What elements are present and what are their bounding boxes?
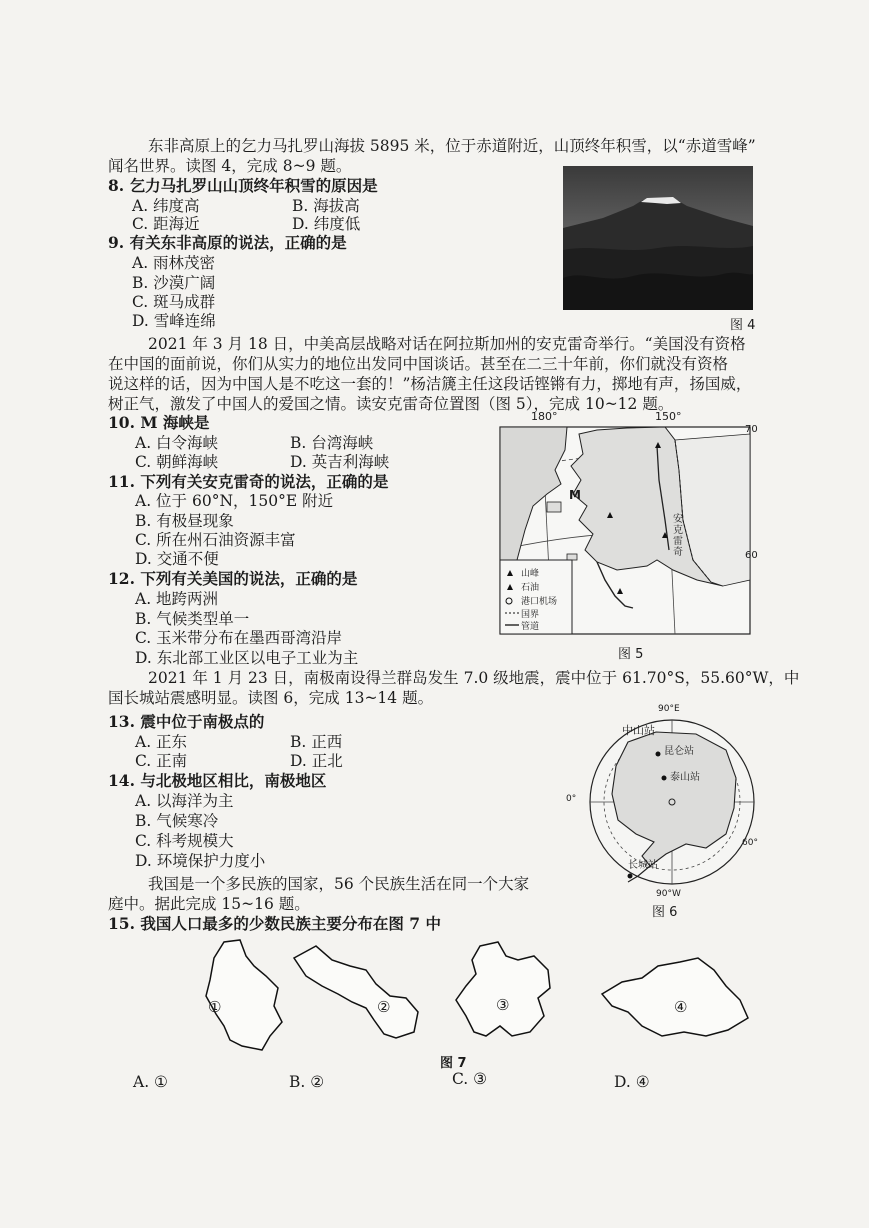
figure-5-map	[497, 410, 757, 638]
figure-4-photo	[563, 166, 753, 310]
q10-option-b: B. 台湾海峡	[290, 434, 374, 452]
q9-option-c: C. 斑马成群	[132, 293, 216, 311]
intro2-line4: 树正气，激发了中国人的爱国之情。读安克雷奇位置图（图 5），完成 10~12 题。	[108, 395, 674, 413]
fig6-zhongshan: 中山站	[622, 724, 655, 737]
q11-option-a: A. 位于 60°N，150°E 附近	[135, 492, 334, 510]
q12-option-c: C. 玉米带分布在墨西哥湾沿岸	[135, 629, 343, 647]
intro3-line2: 国长城站震感明显。读图 6，完成 13~14 题。	[108, 689, 434, 707]
q14-option-c: C. 科考规模大	[135, 832, 234, 850]
q9-stem: 9. 有关东非高原的说法，正确的是	[108, 233, 347, 252]
q14-stem: 14. 与北极地区相比，南极地区	[108, 771, 327, 790]
intro2-line3: 说这样的话，因为中国人是不吃这一套的！”杨洁篪主任这段话铿锵有力，掷地有声，扬国威，	[108, 375, 752, 393]
q15-option-d: D. ④	[614, 1073, 650, 1091]
intro1-line1: 东非高原上的乞力马扎罗山海拔 5895 米，位于赤道附近，山顶终年积雪，以“赤道雪峰”	[148, 137, 756, 155]
fig6-label-90w: 90°W	[656, 889, 681, 899]
fig6-label-90e: 90°E	[658, 704, 680, 714]
fig5-city-anchorage: 安克雷奇	[673, 514, 683, 558]
fig5-lon-180: 180°	[531, 410, 558, 423]
figure-4-caption: 图 4	[730, 318, 756, 333]
fig7-mark-3: ③	[496, 996, 510, 1014]
q9-option-a: A. 雨林茂密	[132, 254, 216, 272]
q13-option-c: C. 正南	[135, 752, 188, 770]
q11-option-b: B. 有极昼现象	[135, 512, 234, 530]
q11-stem: 11. 下列有关安克雷奇的说法，正确的是	[108, 472, 389, 491]
q10-stem: 10. M 海峡是	[108, 413, 210, 432]
q13-option-a: A. 正东	[135, 733, 188, 751]
q14-option-a: A. 以海洋为主	[135, 792, 234, 810]
figure-6-caption: 图 6	[652, 905, 678, 920]
fig5-legend-peak: 山峰	[521, 569, 540, 579]
q15-option-a: A. ①	[133, 1073, 168, 1091]
intro1-line2: 闻名世界。读图 4，完成 8~9 题。	[108, 157, 352, 175]
q15-option-c: C. ③	[452, 1070, 488, 1088]
q10-option-a: A. 白令海峡	[135, 434, 219, 452]
q11-option-c: C. 所在州石油资源丰富	[135, 531, 296, 549]
q11-option-d: D. 交通不便	[135, 550, 219, 568]
q10-option-c: C. 朝鲜海峡	[135, 453, 219, 471]
fig7-mark-2: ②	[377, 998, 391, 1016]
q8-option-c: C. 距海近	[132, 215, 200, 233]
q9-option-b: B. 沙漠广阔	[132, 274, 216, 292]
figure-7-shape-3	[446, 936, 566, 1054]
fig5-legend-oil: 石油	[521, 583, 540, 593]
q14-option-b: B. 气候寒冷	[135, 812, 219, 830]
intro2-line1: 2021 年 3 月 18 日，中美高层战略对话在阿拉斯加州的安克雷奇举行。“美国没有资格	[148, 335, 746, 353]
fig5-strait-m: M	[569, 488, 581, 502]
q8-stem: 8. 乞力马扎罗山山顶终年积雪的原因是	[108, 176, 378, 195]
q12-option-b: B. 气候类型单一	[135, 610, 250, 628]
fig5-legend-border: 国界	[521, 610, 540, 620]
q13-option-b: B. 正西	[290, 733, 343, 751]
intro2-line2: 在中国的面前说，你们从实力的地位出发同中国谈话。甚至在二三十年前，你们就没有资格	[108, 355, 729, 373]
intro3-line1: 2021 年 1 月 23 日，南极南设得兰群岛发生 7.0 级地震，震中位于 61.70°S，55.60°W，中	[148, 669, 800, 687]
fig7-mark-1: ①	[208, 998, 222, 1016]
fig6-changcheng: 长城站	[628, 860, 658, 871]
figure-7-shape-2	[286, 936, 426, 1054]
fig5-lat-70: 70	[745, 424, 758, 435]
intro4-line1: 我国是一个多民族的国家，56 个民族生活在同一个大家	[148, 875, 530, 893]
q8-option-a: A. 纬度高	[132, 197, 200, 215]
q8-option-d: D. 纬度低	[292, 215, 361, 233]
fig5-legend-pipeline: 管道	[521, 622, 540, 632]
q8-option-b: B. 海拔高	[292, 197, 360, 215]
figure-7-shape-4	[598, 952, 758, 1042]
figure-5-caption: 图 5	[618, 647, 644, 662]
fig7-mark-4: ④	[674, 998, 688, 1016]
q15-option-b: B. ②	[289, 1073, 325, 1091]
fig5-lat-60: 60	[745, 550, 758, 561]
fig5-lon-150: 150°	[655, 410, 682, 423]
figure-6-map	[566, 704, 762, 888]
q9-option-d: D. 雪峰连绵	[132, 312, 216, 330]
intro4-line2: 庭中。据此完成 15~16 题。	[108, 895, 310, 913]
figure-7-caption: 图 7	[440, 1056, 467, 1071]
q13-option-d: D. 正北	[290, 752, 343, 770]
fig6-label-0: 0°	[566, 794, 577, 804]
q10-option-d: D. 英吉利海峡	[290, 453, 390, 471]
q12-option-d: D. 东北部工业区以电子工业为主	[135, 649, 359, 667]
fig6-taishan: 泰山站	[670, 772, 700, 783]
q12-stem: 12. 下列有关美国的说法，正确的是	[108, 569, 358, 588]
q14-option-d: D. 环境保护力度小	[135, 852, 266, 870]
fig6-kunlun: 昆仑站	[664, 746, 694, 757]
q12-option-a: A. 地跨两洲	[135, 590, 219, 608]
fig5-legend-port: 港口机场	[521, 597, 558, 607]
fig6-lat-60: 60°	[742, 838, 758, 848]
q15-stem: 15. 我国人口最多的少数民族主要分布在图 7 中	[108, 914, 441, 933]
q13-stem: 13. 震中位于南极点的	[108, 712, 265, 731]
